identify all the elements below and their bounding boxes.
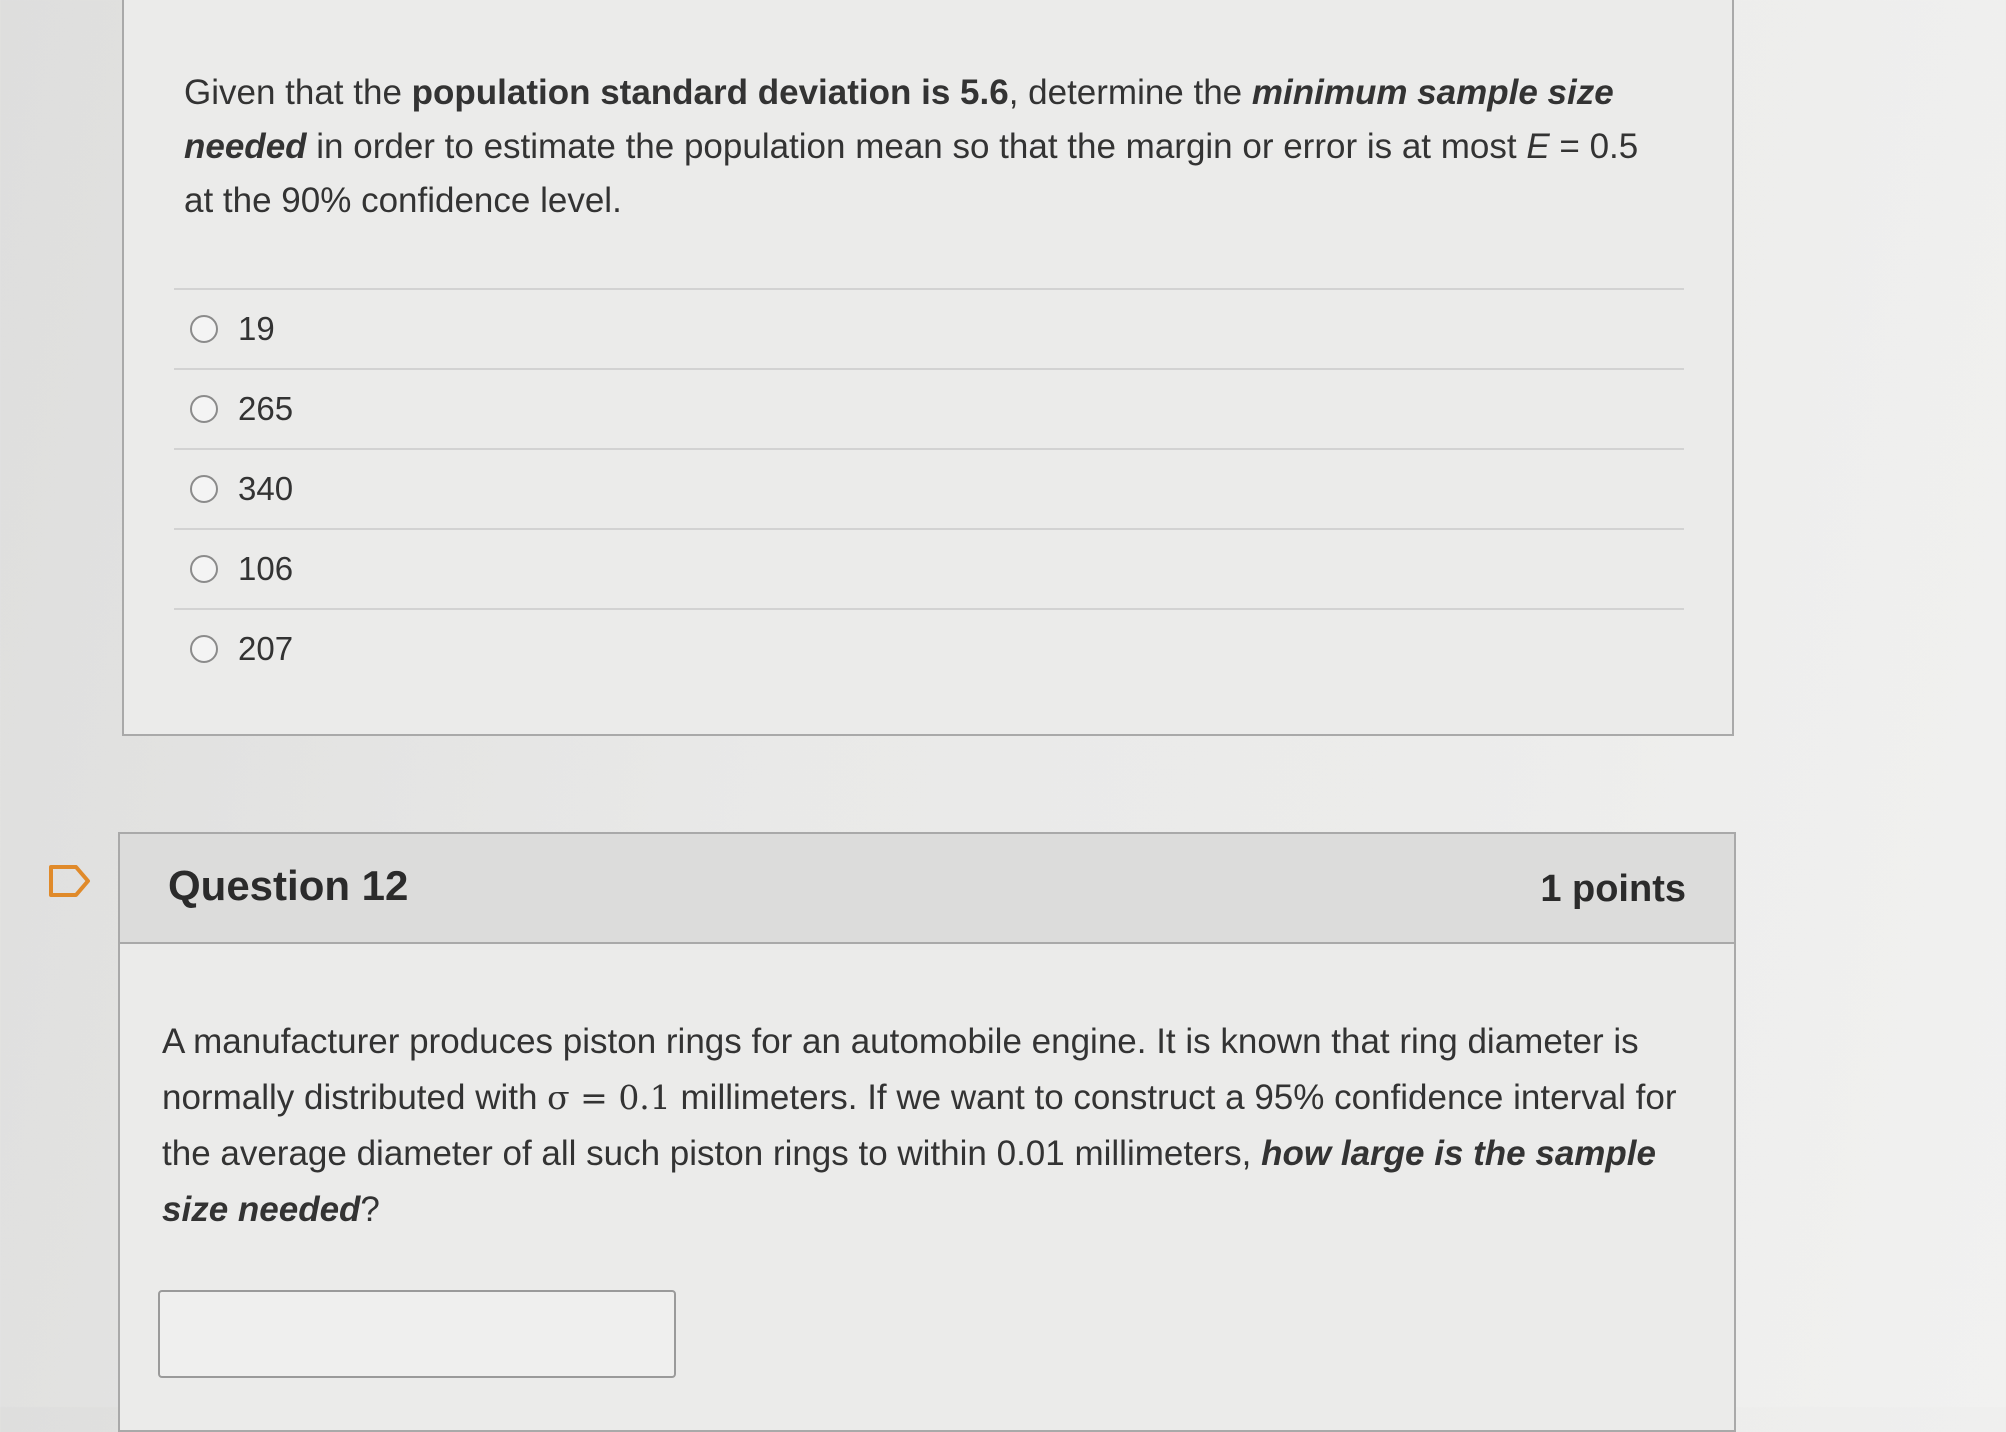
question-title: Question 12 — [168, 862, 409, 909]
answer-input[interactable] — [158, 1290, 676, 1378]
answer-options — [174, 288, 1684, 688]
bookmark-flag-icon[interactable] — [48, 864, 92, 898]
question-11-card — [122, 0, 1734, 736]
q11-text-part: , determine the — [1008, 73, 1252, 112]
radio-button-icon[interactable] — [190, 555, 218, 583]
answer-option[interactable] — [174, 448, 1684, 528]
answer-option[interactable] — [174, 608, 1684, 688]
option-label: 106 — [238, 550, 294, 587]
question-12-text — [162, 1014, 1702, 1238]
option-label: 340 — [238, 470, 294, 507]
q11-text-part: = 0.5 at the 90% confidence level. — [184, 127, 1639, 220]
radio-button-icon[interactable] — [190, 475, 218, 503]
q11-text-bold-italic: minimum sample size needed — [184, 73, 1614, 166]
option-label: 265 — [238, 390, 294, 427]
option-label: 19 — [238, 310, 275, 347]
option-label: 207 — [238, 630, 294, 667]
q12-text-part: ? — [360, 1190, 380, 1229]
answer-option[interactable] — [174, 368, 1684, 448]
q12-text-part: millimeters. If we want to construct a 95% confidence interval for the average diameter of all such piston rings to within 0.01 millimeters, — [162, 1078, 1677, 1173]
question-12-card — [118, 832, 1736, 1432]
q11-text-variable: E — [1526, 127, 1550, 166]
question-11-text — [184, 66, 1674, 228]
question-header — [120, 834, 1734, 944]
q11-text-part: in order to estimate the population mean so that the margin or error is at most — [306, 127, 1527, 166]
q12-text-bold-italic: how large is the sample size needed — [162, 1134, 1656, 1229]
q11-text-bold: population standard deviation is 5.6 — [411, 73, 1009, 112]
radio-button-icon[interactable] — [190, 635, 218, 663]
question-points: 1 points — [1540, 868, 1686, 910]
q11-text-part: Given that the — [184, 73, 412, 112]
q12-text-part: A manufacturer produces piston rings for an automobile engine. It is known that ring diameter is normally distributed with — [162, 1022, 1639, 1117]
radio-button-icon[interactable] — [190, 315, 218, 343]
answer-option[interactable] — [174, 288, 1684, 368]
radio-button-icon[interactable] — [190, 395, 218, 423]
answer-option[interactable] — [174, 528, 1684, 608]
sigma-expression: σ = 0.1 — [547, 1078, 671, 1117]
